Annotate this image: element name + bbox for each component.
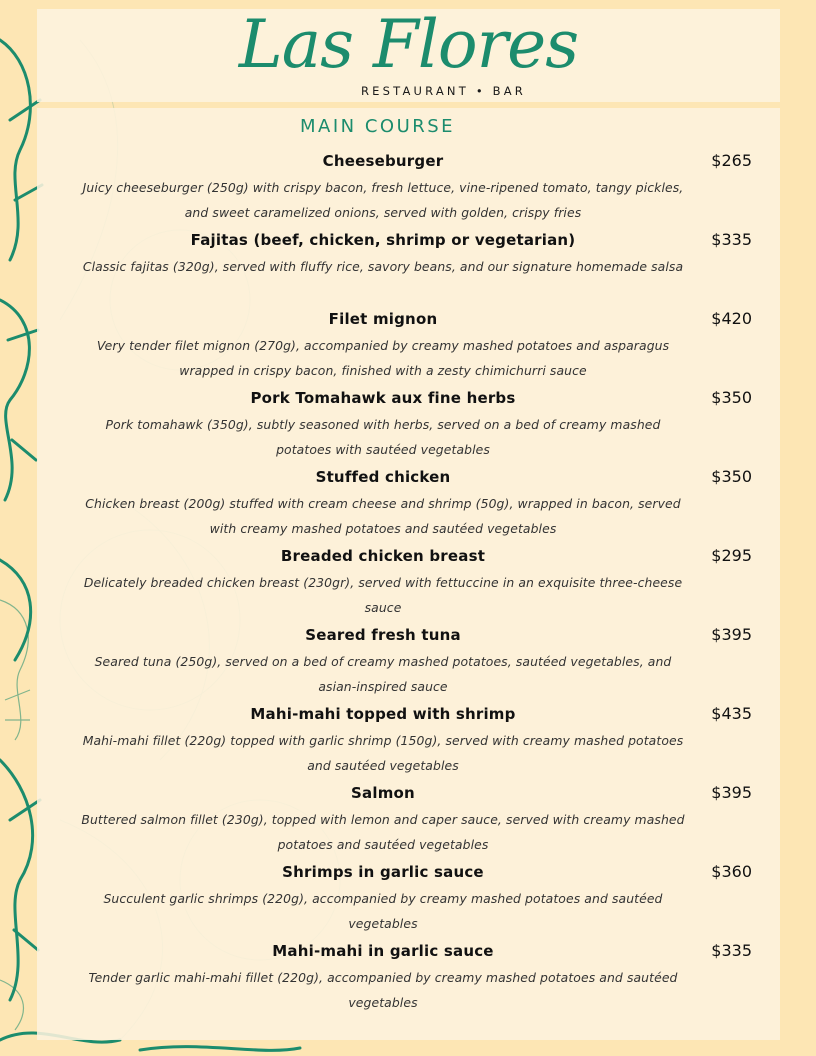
item-description: Pork tomahawk (350g), subtly seasoned with herbs, served on a bed of creamy mashed potatoes with sautéed vegetables — [105, 417, 661, 457]
item-description: Mahi-mahi fillet (220g) topped with garlic shrimp (150g), served with creamy mashed potatoes and sautéed vegetables — [82, 733, 684, 773]
item-name: Pork Tomahawk aux fine herbs — [250, 389, 516, 407]
item-description: Classic fajitas (320g), served with fluffy rice, savory beans, and our signature homemade salsa — [82, 259, 684, 274]
item-description: Succulent garlic shrimps (220g), accompanied by creamy mashed potatoes and sautéed vegetables — [103, 891, 663, 931]
section-title: MAIN COURSE — [300, 116, 456, 137]
menu-item — [78, 624, 768, 703]
restaurant-logo: Las Flores — [238, 6, 579, 83]
menu-item — [78, 545, 768, 624]
item-price: $350 — [711, 467, 752, 486]
item-name: Mahi-mahi topped with shrimp — [250, 705, 516, 723]
item-description: Very tender filet mignon (270g), accompanied by creamy mashed potatoes and asparagus wrapped in crispy bacon, finished with a zesty chimichurri sauce — [96, 338, 670, 378]
item-name: Breaded chicken breast — [280, 547, 486, 565]
menu-item — [78, 782, 768, 861]
item-price: $335 — [711, 230, 752, 249]
item-name: Fajitas (beef, chicken, shrimp or vegetarian) — [190, 231, 576, 249]
item-description: Tender garlic mahi-mahi fillet (220g), accompanied by creamy mashed potatoes and sautéed vegetables — [88, 970, 678, 1010]
menu-item — [78, 387, 768, 466]
menu-item — [78, 466, 768, 545]
item-price: $395 — [711, 625, 752, 644]
item-price: $350 — [711, 388, 752, 407]
menu-item — [78, 703, 768, 782]
item-price: $335 — [711, 941, 752, 960]
item-description: Seared tuna (250g), served on a bed of creamy mashed potatoes, sautéed vegetables, and asian-inspired sauce — [94, 654, 672, 694]
item-description: Delicately breaded chicken breast (230gr), served with fettuccine in an exquisite three-cheese sauce — [83, 575, 683, 615]
item-price: $265 — [711, 151, 752, 170]
item-name: Cheeseburger — [322, 152, 444, 170]
menu-item — [78, 308, 768, 387]
menu-list — [78, 150, 768, 1019]
item-name: Salmon — [351, 784, 415, 802]
item-price: $395 — [711, 783, 752, 802]
item-price: $360 — [711, 862, 752, 881]
item-description: Chicken breast (200g) stuffed with cream cheese and shrimp (50g), wrapped in bacon, served with creamy mashed potatoes and sautéed vegetables — [85, 496, 681, 536]
item-price: $435 — [711, 704, 752, 723]
menu-item — [78, 150, 768, 229]
item-name: Seared fresh tuna — [305, 626, 461, 644]
item-name: Shrimps in garlic sauce — [282, 863, 484, 881]
item-name: Mahi-mahi in garlic sauce — [272, 942, 494, 960]
item-name: Filet mignon — [328, 310, 438, 328]
menu-item — [78, 861, 768, 940]
menu-item — [78, 229, 768, 308]
item-description: Buttered salmon fillet (230g), topped with lemon and caper sauce, served with creamy mashed potatoes and sautéed vegetables — [81, 812, 685, 852]
menu-item — [78, 940, 768, 1019]
item-description: Juicy cheeseburger (250g) with crispy bacon, fresh lettuce, vine-ripened tomato, tangy pickles, and sweet caramelized onions, served with golden, crispy fries — [82, 180, 684, 220]
restaurant-tagline: RESTAURANT • BAR — [360, 84, 527, 98]
item-name: Stuffed chicken — [315, 468, 451, 486]
item-price: $295 — [711, 546, 752, 565]
item-price: $420 — [711, 309, 752, 328]
